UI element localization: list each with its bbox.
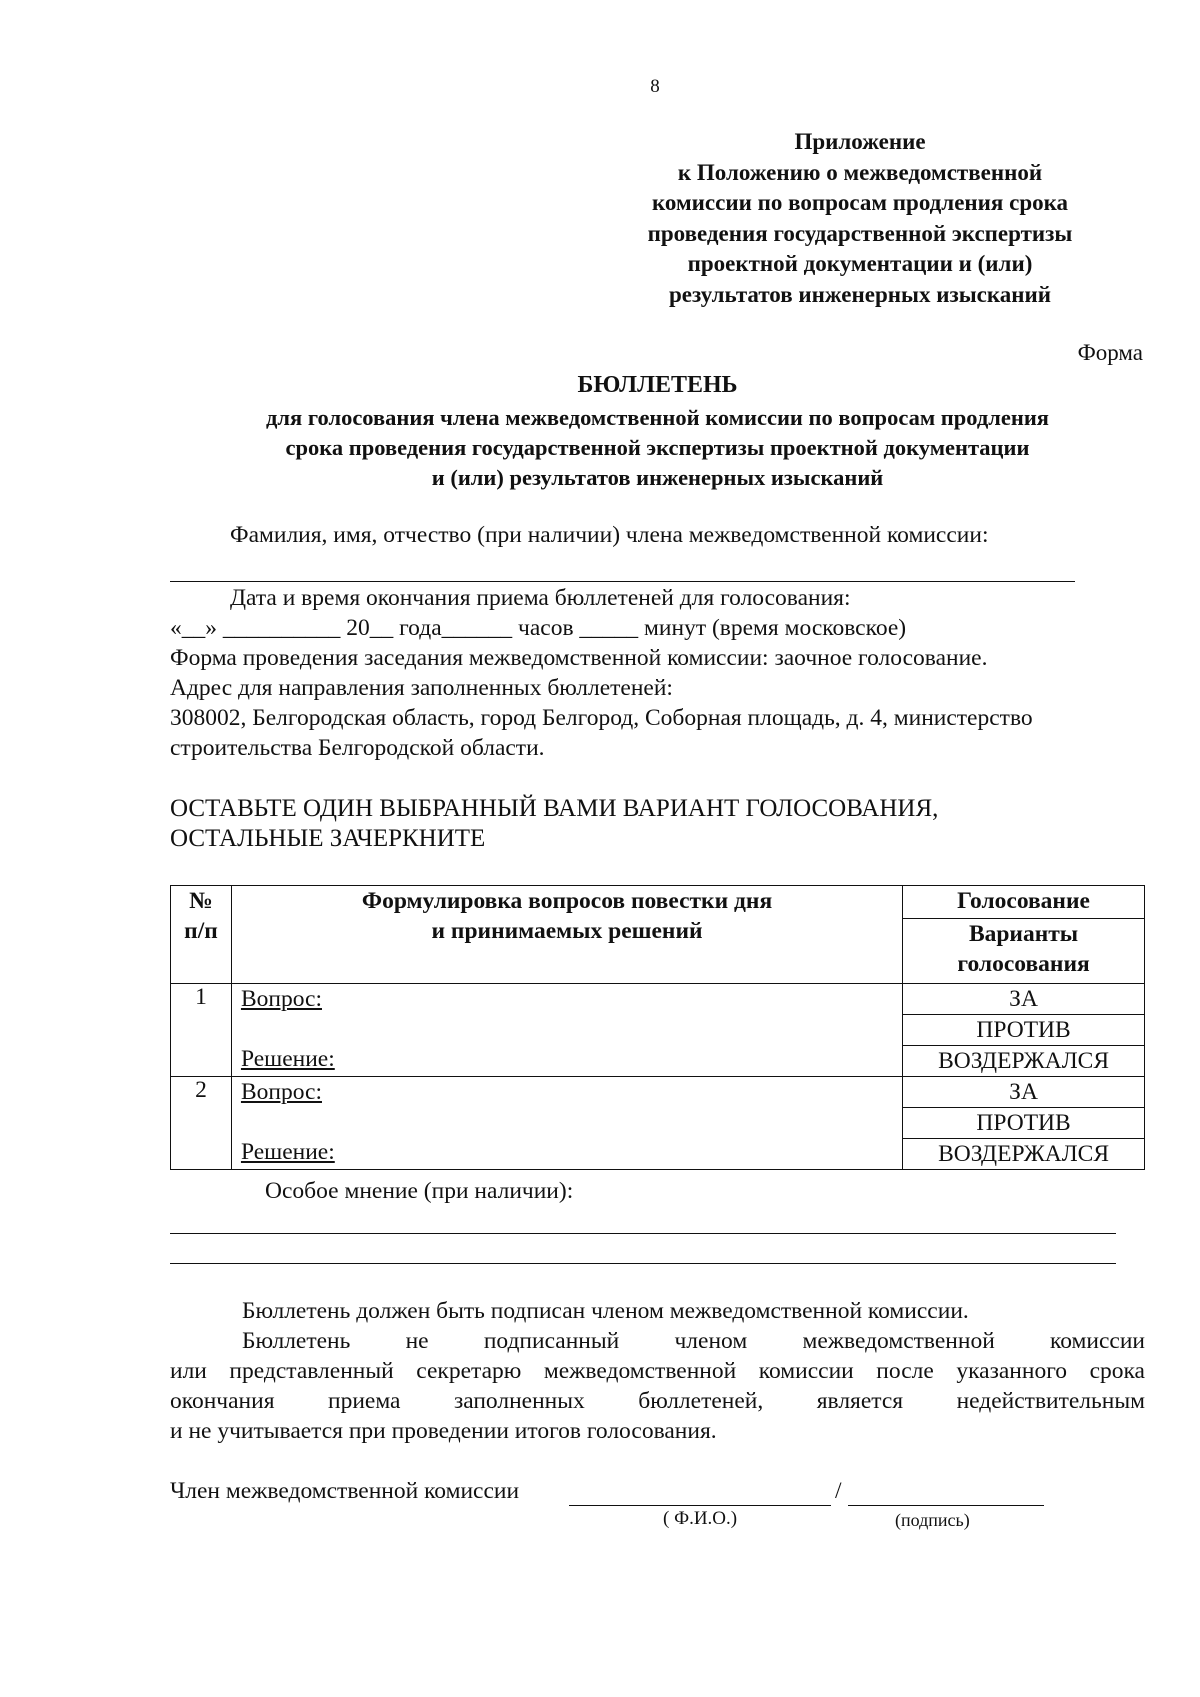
instruction-line: ОСТАЛЬНЫЕ ЗАЧЕРКНИТЕ: [170, 825, 486, 852]
signature-label: Член межведомственной комиссии: [170, 1478, 520, 1504]
decision-label: Решение:: [240, 1139, 335, 1165]
address-line: 308002, Белгородская область, город Белгород, Соборная площадь, д. 4, министерство: [170, 705, 1033, 731]
fio-label: Фамилия, имя, отчество (при наличии) члена межведомственной комиссии:: [230, 522, 989, 548]
vote-option-against[interactable]: ПРОТИВ: [903, 1108, 1145, 1139]
annex-line: результатов инженерных изысканий: [668, 281, 1052, 307]
document-subtitle: [170, 403, 1145, 493]
annex-line: к Положению о межведомственной: [677, 159, 1043, 185]
signature-slash: /: [835, 1478, 842, 1504]
note-invalid-line: окончания приема заполненных бюллетеней, является недействительным: [170, 1388, 1145, 1414]
fio-input-line[interactable]: [170, 581, 1075, 582]
instruction-line: ОСТАВЬТЕ ОДИН ВЫБРАННЫЙ ВАМИ ВАРИАНТ ГОЛОСОВАНИЯ,: [170, 795, 939, 822]
annex-line: проведения государственной экспертизы: [647, 220, 1073, 246]
deadline-field[interactable]: «__» __________ 20__ года______ часов _____ минут (время московское): [170, 615, 907, 641]
row-number: 1: [171, 984, 232, 1077]
note-invalid-line: или представленный секретарю межведомственной комиссии после указанного срока: [170, 1358, 1145, 1384]
annex-line: комиссии по вопросам продления срока: [651, 190, 1069, 215]
subtitle-line: для голосования члена межведомственной комиссии по вопросам продления: [266, 405, 1049, 430]
annex-line: Приложение: [794, 129, 926, 154]
special-opinion-line[interactable]: [170, 1233, 1116, 1234]
fio-signature-line[interactable]: [569, 1505, 831, 1506]
col-variants-header: Варианты голосования: [903, 919, 1145, 984]
subtitle-line: срока проведения государственной экспертизы проектной документации: [285, 435, 1030, 460]
vote-option-abstain[interactable]: ВОЗДЕРЖАЛСЯ: [903, 1139, 1145, 1170]
special-opinion-label: Особое мнение (при наличии):: [265, 1178, 574, 1204]
question-label: Вопрос:: [240, 986, 322, 1012]
question-cell: [231, 984, 902, 1077]
question-label: Вопрос:: [240, 1079, 322, 1105]
note-invalid-line: Бюллетень не подписанный членом межведомственной комиссии: [242, 1328, 1145, 1354]
address-line: строительства Белгородской области.: [170, 735, 545, 761]
annex-header: [620, 127, 1100, 310]
deadline-label: Дата и время окончания приема бюллетеней для голосования:: [230, 585, 851, 611]
address-label: Адрес для направления заполненных бюллетеней:: [170, 675, 673, 701]
meeting-form-text: Форма проведения заседания межведомственной комиссии: заочное голосование.: [170, 645, 988, 671]
annex-line: проектной документации и (или): [687, 251, 1033, 276]
row-number: 2: [171, 1077, 232, 1170]
special-opinion-line[interactable]: [170, 1263, 1116, 1264]
note-signed: Бюллетень должен быть подписан членом межведомственной комиссии.: [242, 1298, 969, 1324]
subtitle-line: и (или) результатов инженерных изысканий: [431, 465, 884, 490]
signature-line[interactable]: [848, 1505, 1044, 1506]
page-number: 8: [650, 76, 660, 97]
vote-option-for[interactable]: ЗА: [903, 1077, 1145, 1108]
vote-option-against[interactable]: ПРОТИВ: [903, 1015, 1145, 1046]
col-question-header: Формулировка вопросов повестки дня и принимаемых решений: [231, 886, 902, 984]
vote-option-abstain[interactable]: ВОЗДЕРЖАЛСЯ: [903, 1046, 1145, 1077]
col-vote-header: Голосование: [903, 886, 1145, 919]
decision-label: Решение:: [240, 1046, 335, 1072]
col-number-header: № п/п: [171, 886, 232, 984]
note-invalid-line: и не учитывается при проведении итогов голосования.: [170, 1418, 717, 1444]
table-row: [171, 984, 1145, 1015]
ballot-table: [170, 885, 1145, 1170]
form-label: Форма: [1077, 340, 1143, 365]
document-title: БЮЛЛЕТЕНЬ: [577, 372, 738, 398]
fio-caption: ( Ф.И.О.): [663, 1508, 738, 1529]
sign-caption: (подпись): [895, 1510, 970, 1530]
question-cell: [231, 1077, 902, 1170]
vote-option-for[interactable]: ЗА: [903, 984, 1145, 1015]
table-row: [171, 1077, 1145, 1108]
